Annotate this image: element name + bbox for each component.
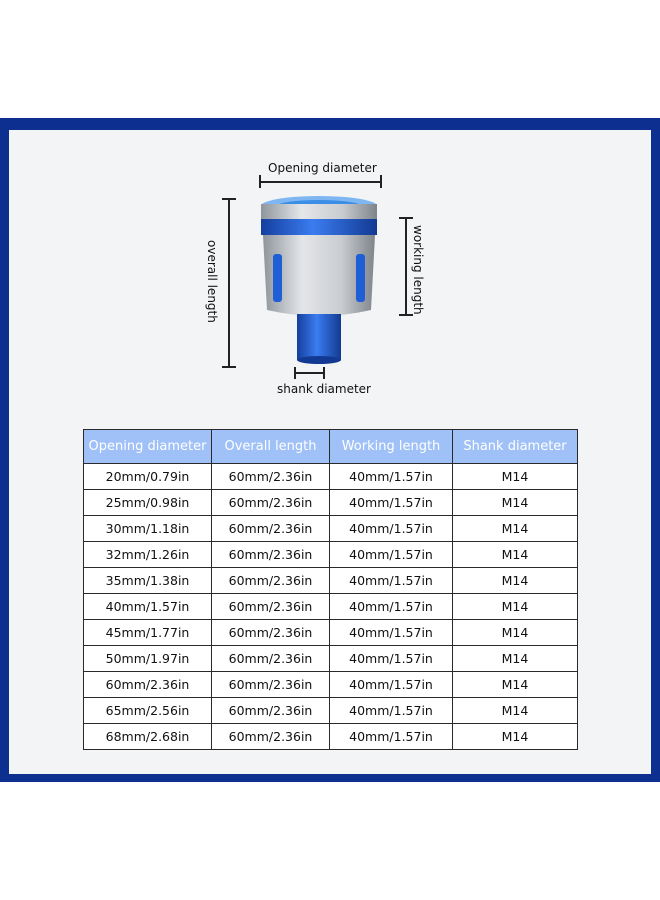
opening-diameter-line <box>259 181 382 183</box>
cell-working: 40mm/1.57in <box>330 672 453 698</box>
spec-table <box>83 429 578 750</box>
table-row <box>84 724 578 750</box>
overall-length-label: overall length <box>205 240 219 323</box>
cell-working: 40mm/1.57in <box>330 620 453 646</box>
cell-shank: M14 <box>453 464 578 490</box>
shank-diameter-line <box>294 372 325 374</box>
working-length-label: working length <box>411 225 425 315</box>
cell-overall: 60mm/2.36in <box>212 594 330 620</box>
table-row <box>84 620 578 646</box>
cell-opening: 25mm/0.98in <box>84 490 212 516</box>
header-working-length: Working length <box>330 430 453 464</box>
cell-opening: 32mm/1.26in <box>84 542 212 568</box>
cell-shank: M14 <box>453 568 578 594</box>
header-opening-diameter: Opening diameter <box>84 430 212 464</box>
header-shank-diameter: Shank diameter <box>453 430 578 464</box>
cell-overall: 60mm/2.36in <box>212 672 330 698</box>
cell-working: 40mm/1.57in <box>330 646 453 672</box>
blue-frame <box>0 118 660 782</box>
cell-opening: 68mm/2.68in <box>84 724 212 750</box>
table-header-row <box>84 430 578 464</box>
table-row <box>84 672 578 698</box>
cell-shank: M14 <box>453 516 578 542</box>
shank-diameter-label: shank diameter <box>277 382 371 396</box>
table-row <box>84 490 578 516</box>
core-drill-bit-image <box>249 192 389 372</box>
cell-working: 40mm/1.57in <box>330 698 453 724</box>
table-row <box>84 594 578 620</box>
overall-length-tick-bottom <box>222 366 236 368</box>
cell-shank: M14 <box>453 724 578 750</box>
cell-working: 40mm/1.57in <box>330 724 453 750</box>
cell-working: 40mm/1.57in <box>330 490 453 516</box>
cell-overall: 60mm/2.36in <box>212 620 330 646</box>
product-panel <box>9 130 651 774</box>
cell-overall: 60mm/2.36in <box>212 542 330 568</box>
cell-opening: 65mm/2.56in <box>84 698 212 724</box>
cell-opening: 60mm/2.36in <box>84 672 212 698</box>
working-length-line <box>405 217 407 316</box>
cell-shank: M14 <box>453 542 578 568</box>
table-row <box>84 646 578 672</box>
cell-overall: 60mm/2.36in <box>212 568 330 594</box>
cell-shank: M14 <box>453 698 578 724</box>
cell-overall: 60mm/2.36in <box>212 698 330 724</box>
cell-shank: M14 <box>453 646 578 672</box>
working-length-tick-top <box>399 217 413 219</box>
opening-diameter-tick-right <box>380 175 382 188</box>
cell-working: 40mm/1.57in <box>330 542 453 568</box>
table-row <box>84 464 578 490</box>
cell-working: 40mm/1.57in <box>330 594 453 620</box>
header-overall-length: Overall length <box>212 430 330 464</box>
cell-shank: M14 <box>453 620 578 646</box>
opening-diameter-tick-left <box>259 175 261 188</box>
overall-length-tick-top <box>222 198 236 200</box>
cell-opening: 20mm/0.79in <box>84 464 212 490</box>
cell-opening: 45mm/1.77in <box>84 620 212 646</box>
cell-opening: 50mm/1.97in <box>84 646 212 672</box>
overall-length-line <box>228 198 230 368</box>
cell-shank: M14 <box>453 672 578 698</box>
opening-diameter-label: Opening diameter <box>268 161 377 175</box>
table-row <box>84 568 578 594</box>
table-row <box>84 516 578 542</box>
cell-overall: 60mm/2.36in <box>212 490 330 516</box>
cell-opening: 40mm/1.57in <box>84 594 212 620</box>
cell-overall: 60mm/2.36in <box>212 724 330 750</box>
table-row <box>84 542 578 568</box>
cell-working: 40mm/1.57in <box>330 568 453 594</box>
cell-opening: 35mm/1.38in <box>84 568 212 594</box>
cell-shank: M14 <box>453 594 578 620</box>
cell-shank: M14 <box>453 490 578 516</box>
cell-overall: 60mm/2.36in <box>212 646 330 672</box>
table-row <box>84 698 578 724</box>
cell-overall: 60mm/2.36in <box>212 516 330 542</box>
cell-working: 40mm/1.57in <box>330 516 453 542</box>
cell-opening: 30mm/1.18in <box>84 516 212 542</box>
cell-overall: 60mm/2.36in <box>212 464 330 490</box>
cell-working: 40mm/1.57in <box>330 464 453 490</box>
